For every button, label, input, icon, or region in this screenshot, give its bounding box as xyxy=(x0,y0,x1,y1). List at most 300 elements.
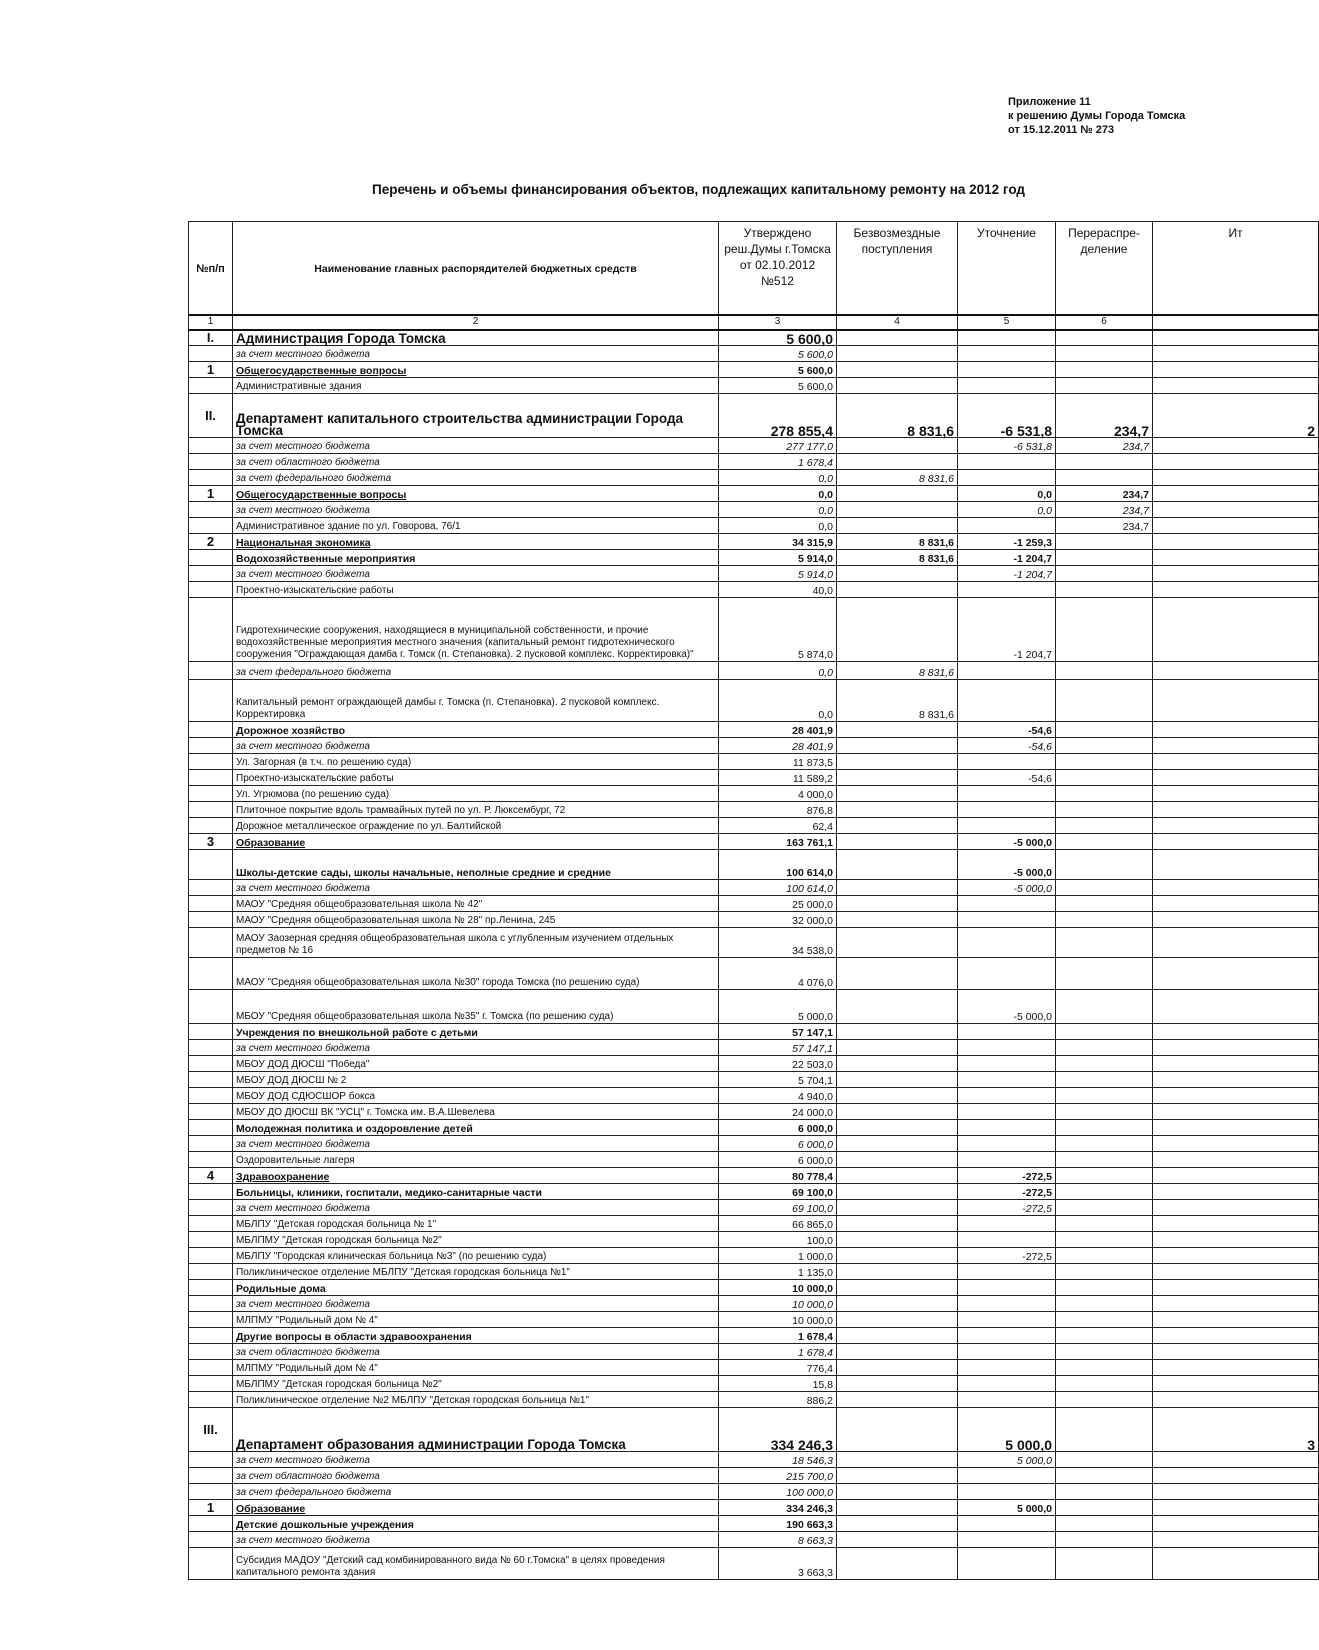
row-reallocation xyxy=(1056,470,1153,486)
row-reallocation xyxy=(1056,550,1153,566)
row-grants xyxy=(837,1136,958,1152)
row-name: МАОУ Заозерная средняя общеобразовательная школа с углубленным изучением отдельных предметов № 16 xyxy=(233,928,719,958)
row-grants xyxy=(837,1280,958,1296)
row-clarification xyxy=(958,1312,1056,1328)
table-row xyxy=(189,502,1319,518)
row-approved: 69 100,0 xyxy=(719,1200,837,1216)
row-name: Административные здания xyxy=(233,378,719,394)
row-total xyxy=(1153,346,1319,362)
row-reallocation xyxy=(1056,680,1153,722)
row-grants xyxy=(837,1484,958,1500)
row-grants xyxy=(837,818,958,834)
row-grants xyxy=(837,896,958,912)
table-row xyxy=(189,1072,1319,1088)
row-reallocation xyxy=(1056,454,1153,470)
row-total xyxy=(1153,722,1319,738)
row-grants: 8 831,6 xyxy=(837,470,958,486)
table-row xyxy=(189,1484,1319,1500)
row-grants xyxy=(837,378,958,394)
row-number xyxy=(189,1468,233,1484)
row-grants xyxy=(837,1056,958,1072)
row-reallocation xyxy=(1056,738,1153,754)
row-grants xyxy=(837,454,958,470)
row-name: за счет областного бюджета xyxy=(233,1468,719,1484)
row-reallocation xyxy=(1056,990,1153,1024)
row-number xyxy=(189,1184,233,1200)
header-approved: Утверждено реш.Думы г.Томска от 02.10.2012 №512 xyxy=(719,222,837,315)
row-total xyxy=(1153,1296,1319,1312)
row-grants: 8 831,6 xyxy=(837,680,958,722)
row-name: Общегосударственные вопросы xyxy=(233,362,719,378)
row-grants xyxy=(837,486,958,502)
table-row xyxy=(189,394,1319,438)
row-name: за счет местного бюджета xyxy=(233,1200,719,1216)
row-number xyxy=(189,470,233,486)
row-grants xyxy=(837,1120,958,1136)
table-row xyxy=(189,534,1319,550)
row-number xyxy=(189,1484,233,1500)
row-reallocation xyxy=(1056,1104,1153,1120)
row-name: МЛПМУ "Родильный дом № 4" xyxy=(233,1360,719,1376)
row-number xyxy=(189,896,233,912)
table-row xyxy=(189,1104,1319,1120)
row-approved: 277 177,0 xyxy=(719,438,837,454)
row-number xyxy=(189,1248,233,1264)
row-total xyxy=(1153,1168,1319,1184)
row-number xyxy=(189,662,233,680)
row-name: за счет местного бюджета xyxy=(233,502,719,518)
row-number xyxy=(189,722,233,738)
row-reallocation xyxy=(1056,582,1153,598)
table-row xyxy=(189,486,1319,502)
row-grants xyxy=(837,1072,958,1088)
row-name: Капитальный ремонт ограждающей дамбы г. Томска (п. Степановка). 2 пусковой комплекс. Корректировка xyxy=(233,680,719,722)
row-name: МАОУ "Средняя общеобразовательная школа № 28" пр.Ленина, 245 xyxy=(233,912,719,928)
row-number xyxy=(189,738,233,754)
row-approved: 334 246,3 xyxy=(719,1500,837,1516)
row-reallocation: 234,7 xyxy=(1056,486,1153,502)
row-grants xyxy=(837,1516,958,1532)
row-name: Образование xyxy=(233,1500,719,1516)
row-approved: 5 600,0 xyxy=(719,378,837,394)
row-number: 4 xyxy=(189,1168,233,1184)
row-clarification xyxy=(958,1468,1056,1484)
row-total xyxy=(1153,1152,1319,1168)
row-reallocation xyxy=(1056,566,1153,582)
table-row xyxy=(189,1312,1319,1328)
row-name: за счет местного бюджета xyxy=(233,566,719,582)
row-total xyxy=(1153,566,1319,582)
row-total xyxy=(1153,802,1319,818)
row-clarification xyxy=(958,680,1056,722)
table-row xyxy=(189,598,1319,662)
table-row xyxy=(189,850,1319,880)
row-total xyxy=(1153,754,1319,770)
row-name: за счет местного бюджета xyxy=(233,738,719,754)
row-reallocation xyxy=(1056,880,1153,896)
row-total xyxy=(1153,912,1319,928)
row-total xyxy=(1153,834,1319,850)
table-row xyxy=(189,1376,1319,1392)
row-approved: 0,0 xyxy=(719,518,837,534)
table-row xyxy=(189,1392,1319,1408)
table-row xyxy=(189,1280,1319,1296)
row-approved: 5 000,0 xyxy=(719,990,837,1024)
row-grants xyxy=(837,1168,958,1184)
row-name: за счет федерального бюджета xyxy=(233,1484,719,1500)
row-name: Здравоохранение xyxy=(233,1168,719,1184)
row-name: Другие вопросы в области здравоохранения xyxy=(233,1328,719,1344)
row-approved: 5 704,1 xyxy=(719,1072,837,1088)
row-clarification: -6 531,8 xyxy=(958,438,1056,454)
row-total xyxy=(1153,1360,1319,1376)
row-approved: 5 914,0 xyxy=(719,566,837,582)
row-approved: 1 678,4 xyxy=(719,1328,837,1344)
table-row xyxy=(189,786,1319,802)
row-total xyxy=(1153,330,1319,346)
row-reallocation xyxy=(1056,928,1153,958)
row-approved: 5 600,0 xyxy=(719,346,837,362)
row-number: 3 xyxy=(189,834,233,850)
row-number xyxy=(189,990,233,1024)
row-reallocation xyxy=(1056,346,1153,362)
col-number: 3 xyxy=(719,315,837,330)
row-reallocation xyxy=(1056,722,1153,738)
row-reallocation xyxy=(1056,330,1153,346)
row-approved: 5 914,0 xyxy=(719,550,837,566)
row-clarification xyxy=(958,1392,1056,1408)
row-clarification xyxy=(958,786,1056,802)
row-name: Учреждения по внешкольной работе с детьми xyxy=(233,1024,719,1040)
row-number xyxy=(189,958,233,990)
row-total xyxy=(1153,1328,1319,1344)
table-row xyxy=(189,896,1319,912)
row-clarification xyxy=(958,1216,1056,1232)
row-total: 3 xyxy=(1153,1408,1319,1452)
table-row xyxy=(189,454,1319,470)
row-approved: 0,0 xyxy=(719,502,837,518)
row-name: Проектно-изыскательские работы xyxy=(233,770,719,786)
row-clarification xyxy=(958,896,1056,912)
row-name: Оздоровительные лагеря xyxy=(233,1152,719,1168)
row-number xyxy=(189,786,233,802)
table-row xyxy=(189,818,1319,834)
row-grants xyxy=(837,958,958,990)
row-reallocation xyxy=(1056,1344,1153,1360)
row-name: Поликлиническое отделение №2 МБЛПУ "Детская городская больница №1" xyxy=(233,1392,719,1408)
row-name: Родильные дома xyxy=(233,1280,719,1296)
row-clarification: -54,6 xyxy=(958,722,1056,738)
row-grants xyxy=(837,1184,958,1200)
row-total xyxy=(1153,1376,1319,1392)
row-grants xyxy=(837,346,958,362)
row-reallocation xyxy=(1056,1200,1153,1216)
row-grants xyxy=(837,834,958,850)
row-total xyxy=(1153,1104,1319,1120)
row-name: Администрация Города Томска xyxy=(233,330,719,346)
row-name: МАОУ "Средняя общеобразовательная школа № 42" xyxy=(233,896,719,912)
row-grants xyxy=(837,802,958,818)
row-approved: 876,8 xyxy=(719,802,837,818)
row-number xyxy=(189,880,233,896)
row-approved: 1 678,4 xyxy=(719,454,837,470)
row-reallocation xyxy=(1056,362,1153,378)
row-reallocation xyxy=(1056,1184,1153,1200)
row-approved: 25 000,0 xyxy=(719,896,837,912)
table-row xyxy=(189,438,1319,454)
row-grants xyxy=(837,912,958,928)
row-clarification: -54,6 xyxy=(958,770,1056,786)
row-approved: 5 600,0 xyxy=(719,362,837,378)
row-number: III. xyxy=(189,1408,233,1452)
table-row xyxy=(189,834,1319,850)
row-number xyxy=(189,1072,233,1088)
row-approved: 40,0 xyxy=(719,582,837,598)
row-number xyxy=(189,1088,233,1104)
row-name: МБОУ ДО ДЮСШ ВК "УСЦ" г. Томска им. В.А.Шевелева xyxy=(233,1104,719,1120)
row-reallocation: 234,7 xyxy=(1056,518,1153,534)
row-number xyxy=(189,818,233,834)
row-reallocation: 234,7 xyxy=(1056,502,1153,518)
row-total xyxy=(1153,362,1319,378)
row-clarification xyxy=(958,912,1056,928)
row-name: за счет местного бюджета xyxy=(233,346,719,362)
row-name: Дорожное металлическое ограждение по ул. Балтийской xyxy=(233,818,719,834)
row-reallocation xyxy=(1056,818,1153,834)
row-number xyxy=(189,754,233,770)
row-clarification xyxy=(958,958,1056,990)
table-row xyxy=(189,378,1319,394)
row-name: Общегосударственные вопросы xyxy=(233,486,719,502)
row-number xyxy=(189,1024,233,1040)
row-number xyxy=(189,1360,233,1376)
row-reallocation xyxy=(1056,1500,1153,1516)
row-grants xyxy=(837,880,958,896)
row-number xyxy=(189,928,233,958)
row-number xyxy=(189,1452,233,1468)
table-row xyxy=(189,912,1319,928)
header-clarification: Уточнение xyxy=(958,222,1056,315)
row-grants xyxy=(837,1232,958,1248)
row-name: за счет местного бюджета xyxy=(233,1452,719,1468)
row-total xyxy=(1153,850,1319,880)
row-total xyxy=(1153,582,1319,598)
table-row xyxy=(189,990,1319,1024)
row-number xyxy=(189,1152,233,1168)
row-clarification xyxy=(958,346,1056,362)
row-approved: 4 076,0 xyxy=(719,958,837,990)
row-grants xyxy=(837,518,958,534)
row-clarification xyxy=(958,754,1056,770)
row-clarification xyxy=(958,1548,1056,1580)
row-approved: 34 315,9 xyxy=(719,534,837,550)
row-number xyxy=(189,1040,233,1056)
row-approved: 28 401,9 xyxy=(719,738,837,754)
row-clarification: 5 000,0 xyxy=(958,1408,1056,1452)
row-number xyxy=(189,1280,233,1296)
row-approved: 100,0 xyxy=(719,1232,837,1248)
row-name: за счет местного бюджета xyxy=(233,1296,719,1312)
row-number xyxy=(189,1056,233,1072)
table-row xyxy=(189,1532,1319,1548)
row-reallocation xyxy=(1056,1408,1153,1452)
table-row xyxy=(189,754,1319,770)
row-reallocation xyxy=(1056,1484,1153,1500)
row-approved: 34 538,0 xyxy=(719,928,837,958)
row-reallocation xyxy=(1056,770,1153,786)
row-name: за счет местного бюджета xyxy=(233,1532,719,1548)
row-grants xyxy=(837,990,958,1024)
row-total xyxy=(1153,1280,1319,1296)
row-number xyxy=(189,1532,233,1548)
col-number: 2 xyxy=(233,315,719,330)
row-approved: 1 678,4 xyxy=(719,1344,837,1360)
row-approved: 100 000,0 xyxy=(719,1484,837,1500)
row-clarification xyxy=(958,1532,1056,1548)
row-total xyxy=(1153,454,1319,470)
row-reallocation xyxy=(1056,1232,1153,1248)
row-total xyxy=(1153,598,1319,662)
row-clarification: -54,6 xyxy=(958,738,1056,754)
row-grants xyxy=(837,928,958,958)
row-approved: 100 614,0 xyxy=(719,850,837,880)
row-total: 2 xyxy=(1153,394,1319,438)
row-grants xyxy=(837,1468,958,1484)
row-total xyxy=(1153,1056,1319,1072)
row-reallocation xyxy=(1056,850,1153,880)
row-number xyxy=(189,1120,233,1136)
row-total xyxy=(1153,378,1319,394)
row-grants xyxy=(837,598,958,662)
row-name: Административное здание по ул. Говорова, 76/1 xyxy=(233,518,719,534)
row-total xyxy=(1153,518,1319,534)
row-total xyxy=(1153,680,1319,722)
row-grants xyxy=(837,1500,958,1516)
row-clarification xyxy=(958,1024,1056,1040)
row-grants: 8 831,6 xyxy=(837,662,958,680)
row-clarification xyxy=(958,454,1056,470)
row-approved: 10 000,0 xyxy=(719,1280,837,1296)
table-row xyxy=(189,1168,1319,1184)
appendix-line-3: от 15.12.2011 № 273 xyxy=(1008,124,1115,136)
table-row xyxy=(189,662,1319,680)
header-name: Наименование главных распорядителей бюджетных средств xyxy=(233,222,719,315)
table-row xyxy=(189,928,1319,958)
row-clarification: -5 000,0 xyxy=(958,834,1056,850)
row-name: Детские дошкольные учреждения xyxy=(233,1516,719,1532)
row-name: Молодежная политика и оздоровление детей xyxy=(233,1120,719,1136)
row-reallocation xyxy=(1056,912,1153,928)
table-row xyxy=(189,1296,1319,1312)
row-grants xyxy=(837,754,958,770)
row-total xyxy=(1153,662,1319,680)
row-total xyxy=(1153,1200,1319,1216)
row-clarification xyxy=(958,1056,1056,1072)
row-name: МБЛПУ "Детская городская больница № 1" xyxy=(233,1216,719,1232)
row-number: 1 xyxy=(189,1500,233,1516)
row-clarification xyxy=(958,518,1056,534)
table-row xyxy=(189,330,1319,346)
row-number xyxy=(189,438,233,454)
appendix-note xyxy=(1008,95,1270,137)
row-reallocation xyxy=(1056,958,1153,990)
row-name: МБЛПМУ "Детская городская больница №2" xyxy=(233,1376,719,1392)
col-number xyxy=(1153,315,1319,330)
row-clarification xyxy=(958,1040,1056,1056)
row-clarification: 5 000,0 xyxy=(958,1500,1056,1516)
row-grants xyxy=(837,1040,958,1056)
row-number xyxy=(189,598,233,662)
row-approved: 11 873,5 xyxy=(719,754,837,770)
table-row xyxy=(189,550,1319,566)
row-approved: 22 503,0 xyxy=(719,1056,837,1072)
row-grants xyxy=(837,1200,958,1216)
table-row xyxy=(189,1232,1319,1248)
row-total xyxy=(1153,1120,1319,1136)
row-clarification xyxy=(958,1120,1056,1136)
row-grants xyxy=(837,722,958,738)
row-total xyxy=(1153,990,1319,1024)
row-approved: 278 855,4 xyxy=(719,394,837,438)
row-grants xyxy=(837,1264,958,1280)
row-total xyxy=(1153,1040,1319,1056)
row-number xyxy=(189,1104,233,1120)
row-name: МБЛПМУ "Детская городская больница №2" xyxy=(233,1232,719,1248)
row-approved: 100 614,0 xyxy=(719,880,837,896)
row-number xyxy=(189,770,233,786)
row-total xyxy=(1153,1024,1319,1040)
row-number xyxy=(189,1200,233,1216)
row-reallocation xyxy=(1056,1024,1153,1040)
row-grants xyxy=(837,850,958,880)
row-grants xyxy=(837,1408,958,1452)
row-reallocation xyxy=(1056,1360,1153,1376)
row-number xyxy=(189,518,233,534)
row-approved: 80 778,4 xyxy=(719,1168,837,1184)
row-approved: 4 000,0 xyxy=(719,786,837,802)
row-name: за счет областного бюджета xyxy=(233,1344,719,1360)
row-total xyxy=(1153,1344,1319,1360)
row-clarification xyxy=(958,1264,1056,1280)
row-number xyxy=(189,1548,233,1580)
table-row xyxy=(189,680,1319,722)
appendix-line-1: Приложение 11 xyxy=(1008,96,1091,108)
row-approved: 163 761,1 xyxy=(719,834,837,850)
row-approved: 0,0 xyxy=(719,680,837,722)
row-approved: 32 000,0 xyxy=(719,912,837,928)
row-number xyxy=(189,454,233,470)
row-total xyxy=(1153,880,1319,896)
row-clarification xyxy=(958,928,1056,958)
page-title: Перечень и объемы финансирования объектов, подлежащих капитальному ремонту на 2012 год xyxy=(372,182,1025,197)
row-clarification: -5 000,0 xyxy=(958,880,1056,896)
row-number xyxy=(189,680,233,722)
row-grants xyxy=(837,770,958,786)
row-name: Образование xyxy=(233,834,719,850)
row-clarification xyxy=(958,1280,1056,1296)
table-row xyxy=(189,1152,1319,1168)
table-row xyxy=(189,802,1319,818)
table-row xyxy=(189,1360,1319,1376)
header-num: №п/п xyxy=(189,222,233,315)
row-total xyxy=(1153,470,1319,486)
row-grants xyxy=(837,1392,958,1408)
table-row xyxy=(189,362,1319,378)
table-row xyxy=(189,958,1319,990)
row-reallocation xyxy=(1056,834,1153,850)
row-grants xyxy=(837,1376,958,1392)
table-row xyxy=(189,1056,1319,1072)
